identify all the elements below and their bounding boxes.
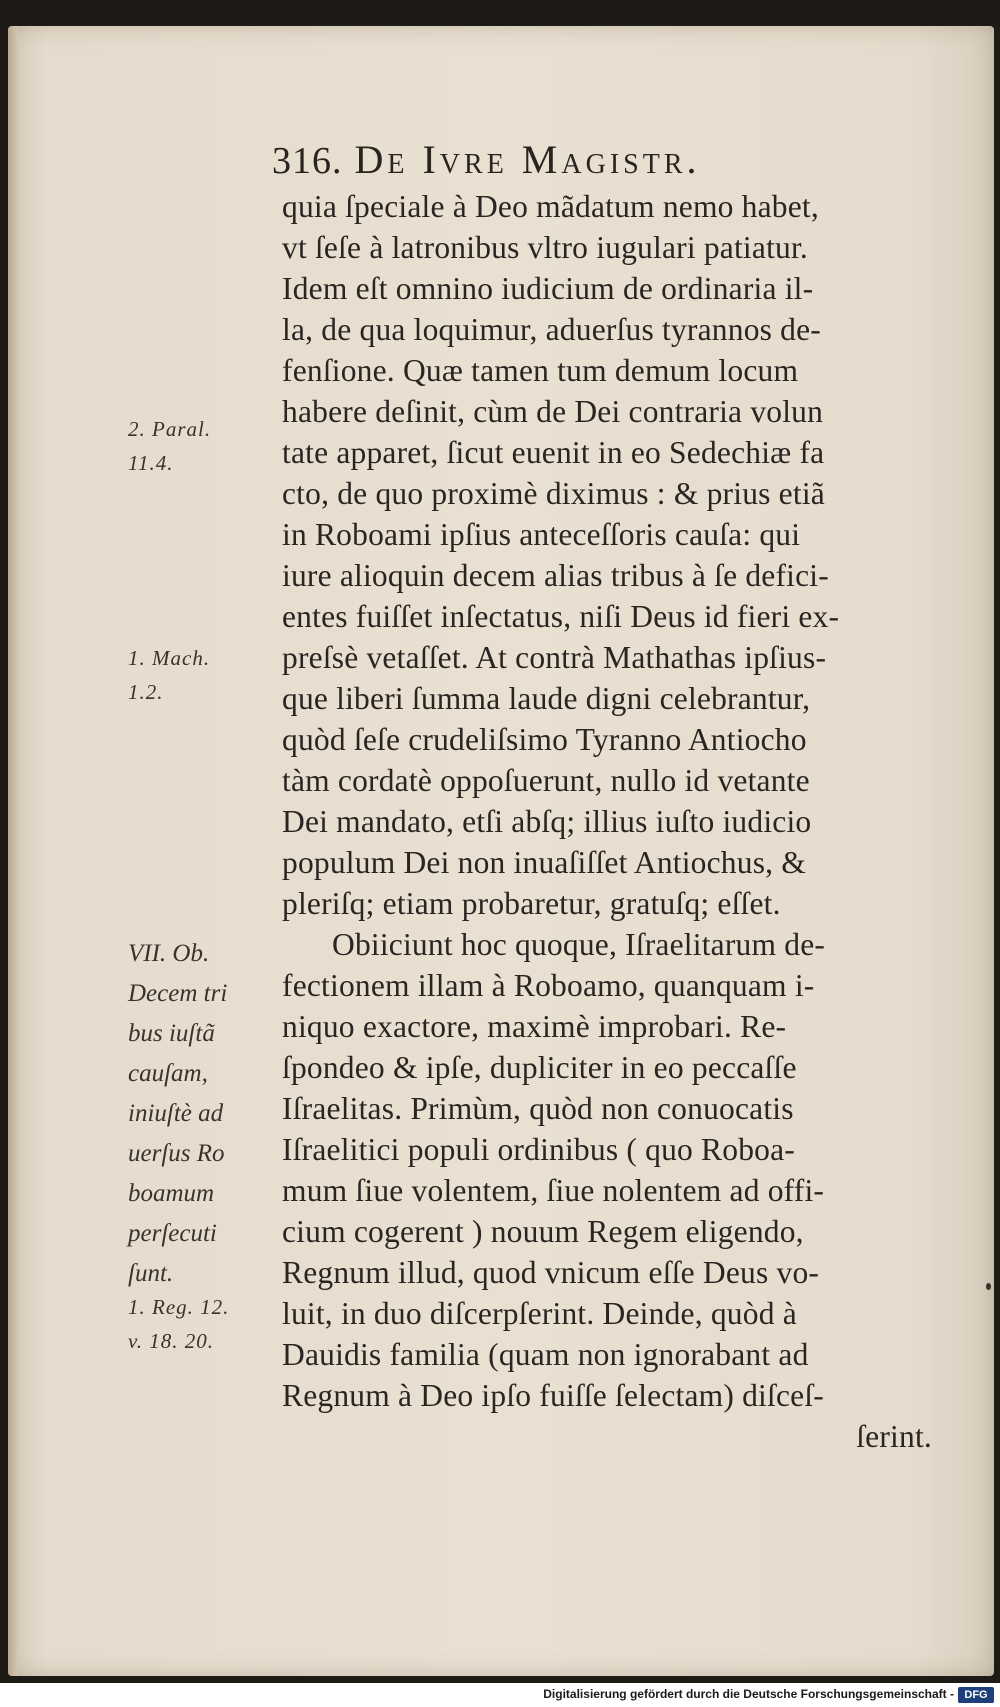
margin-note-line: perſecuti	[128, 1220, 217, 1247]
margin-note-line: bus iuſtã	[128, 1020, 215, 1047]
text-line: cto, de quo proximè diximus : & prius etiã	[282, 476, 825, 511]
margin-note-line: 1. Mach.	[128, 646, 211, 670]
text-line: que liberi ſumma laude digni celebrantur,	[282, 681, 811, 716]
margin-note-line: iniuſtè ad	[128, 1100, 224, 1127]
text-line: in Roboami ipſius anteceſſoris cauſa: qui	[282, 517, 801, 552]
margin-note-line: uerſus Ro	[128, 1140, 225, 1167]
text-line: Dei mandato, etſi abſq; illius iuſto iudicio	[282, 804, 812, 839]
text-line: entes fuiſſet inſectatus, niſi Deus id fieri ex-	[282, 599, 840, 634]
text-line: Iſraelitici populi ordinibus ( quo Roboa-	[282, 1132, 795, 1167]
text-line: vt ſeſe à latronibus vltro iugulari patiatur.	[282, 230, 808, 265]
text-line: Dauidis familia (quam non ignorabant ad	[282, 1337, 809, 1372]
text-line: Iſraelitas. Primùm, quòd non conuocatis	[282, 1091, 794, 1126]
margin-note-line: 1.2.	[128, 680, 164, 704]
text-line: tate apparet, ſicut euenit in eo Sedechiæ fa	[282, 435, 825, 470]
margin-note-line: cauſam,	[128, 1060, 208, 1087]
margin-note-line: v. 18. 20.	[128, 1329, 215, 1353]
text-line: Regnum illud, quod vnicum eſſe Deus vo-	[282, 1255, 820, 1290]
text-line: mum ſiue volentem, ſiue nolentem ad offi-	[282, 1173, 825, 1208]
margin-note-paralipomenon	[128, 412, 278, 480]
text-line: fenſione. Quæ tamen tum demum locum	[282, 353, 799, 388]
text-line: niquo exactore, maximè improbari. Re-	[282, 1009, 787, 1044]
margin-note-line: 1. Reg. 12.	[128, 1295, 230, 1319]
digitization-footer	[0, 1683, 1000, 1707]
text-line: Idem eſt omnino iudicium de ordinaria il-	[282, 271, 814, 306]
text-line: populum Dei non inuaſiſſet Antiochus, &	[282, 845, 807, 880]
running-head	[272, 136, 972, 188]
dfg-logo: DFG	[958, 1687, 994, 1703]
margin-note-line: VII. Ob.	[128, 940, 210, 967]
text-line: quia ſpeciale à Deo mãdatum nemo habet,	[282, 189, 819, 224]
margin-note-line: 2. Paral.	[128, 417, 212, 441]
text-line: habere deſinit, cùm de Dei contraria volun	[282, 394, 824, 429]
running-title: De Ivre Magistr.	[354, 137, 701, 182]
text-line: preſsè vetaſſet. At contrà Mathathas ipſius-	[282, 640, 827, 675]
text-line: cium cogerent ) nouum Regem eligendo,	[282, 1214, 804, 1249]
text-line: ſerint.	[856, 1419, 932, 1454]
text-line: tàm cordatè oppoſuerunt, nullo id vetante	[282, 763, 810, 798]
funding-notice: Digitalisierung gefördert durch die Deutsche Forschungsgemeinschaft -	[543, 1687, 954, 1701]
page-number: 316.	[272, 140, 343, 182]
paper-speck	[986, 1283, 991, 1290]
text-line: Obiiciunt hoc quoque, Iſraelitarum de-	[332, 927, 826, 962]
text-line: fectionem illam à Roboamo, quanquam i-	[282, 968, 815, 1003]
page-gutter-edge	[8, 26, 18, 1676]
text-line: luit, in duo diſcerpſerint. Deinde, quòd à	[282, 1296, 797, 1331]
body-text	[282, 186, 952, 1457]
margin-note-line: Decem tri	[128, 980, 228, 1007]
margin-note-line: boamum	[128, 1180, 215, 1207]
margin-note-line: 11.4.	[128, 451, 174, 475]
text-line: quòd ſeſe crudeliſsimo Tyranno Antiocho	[282, 722, 807, 757]
text-line: iure alioquin decem alias tribus à ſe defici-	[282, 558, 829, 593]
margin-note-objection	[128, 934, 278, 1294]
margin-note-line: ſunt.	[128, 1260, 174, 1287]
margin-note-maccabees	[128, 641, 278, 709]
text-line: Regnum à Deo ipſo fuiſſe ſelectam) diſceſ-	[282, 1378, 824, 1413]
text-line: la, de qua loquimur, aduerſus tyrannos de-	[282, 312, 821, 347]
text-line: pleriſq; etiam probaretur, gratuſq; eſſet.	[282, 886, 781, 921]
text-line: ſpondeo & ipſe, dupliciter in eo peccaſſe	[282, 1050, 797, 1085]
margin-note-kings	[128, 1290, 278, 1358]
